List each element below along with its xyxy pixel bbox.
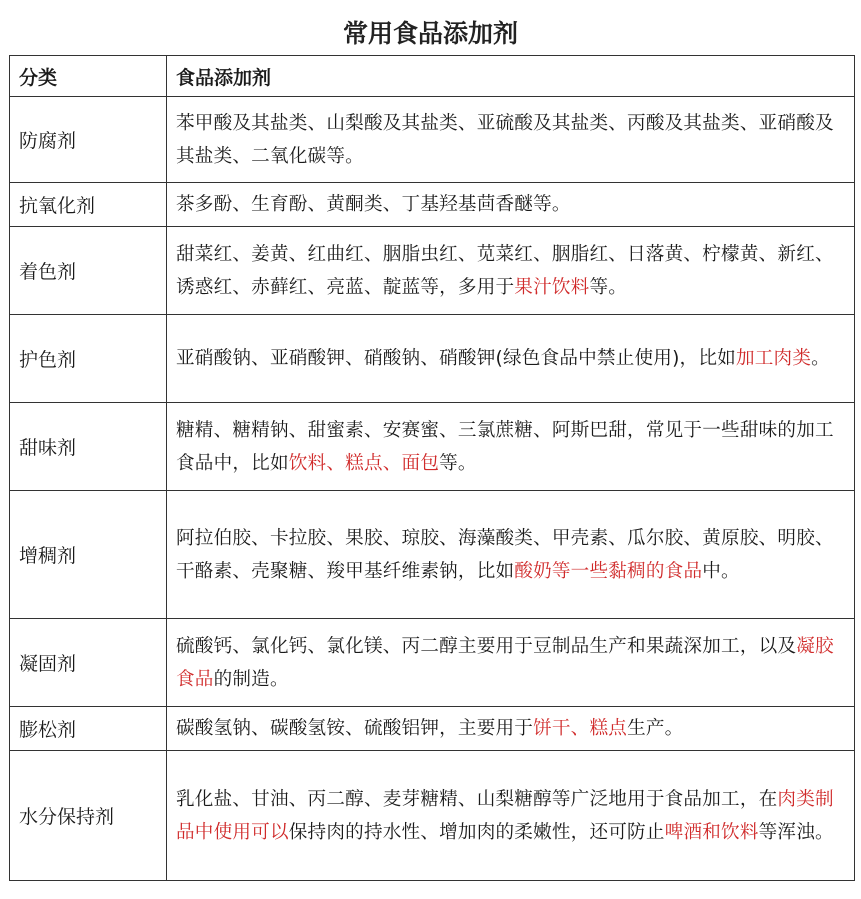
page-title: 常用食品添加剂	[342, 19, 518, 48]
table-header-row	[10, 56, 855, 97]
category-cell: 抗氧化剂	[10, 183, 167, 227]
additives-cell	[167, 227, 855, 315]
description-text: 乳化盐、甘油、丙二醇、麦芽糖精、山梨糖醇等广泛地用于食品加工，在	[176, 788, 778, 810]
highlighted-text: 肉类制品中使用可以	[176, 788, 834, 843]
description-text: 等。	[589, 276, 628, 298]
category-cell: 水分保持剂	[10, 751, 167, 881]
category-cell: 膨松剂	[10, 707, 167, 751]
description-text: 的制造。	[213, 668, 289, 690]
description-text: 生产。	[627, 718, 684, 739]
table-row	[10, 491, 855, 619]
additives-cell	[167, 619, 855, 707]
table-row	[10, 183, 855, 227]
table-row	[10, 227, 855, 315]
table-row	[10, 403, 855, 491]
category-cell: 防腐剂	[10, 97, 167, 183]
category-cell: 着色剂	[10, 227, 167, 315]
highlighted-text: 啤酒和饮料	[664, 821, 759, 843]
table-row	[10, 97, 855, 183]
description-text: 茶多酚、生育酚、黄酮类、丁基羟基茴香醚等。	[176, 194, 571, 215]
category-cell: 护色剂	[10, 315, 167, 403]
table-row	[10, 707, 855, 751]
additives-cell	[167, 707, 855, 751]
header-additives: 食品添加剂	[167, 56, 855, 97]
description-text: 保持肉的持水性、增加肉的柔嫩性，还可防止	[288, 821, 665, 843]
additives-cell	[167, 97, 855, 183]
highlighted-text: 果汁饮料	[514, 276, 590, 298]
table-row	[10, 315, 855, 403]
highlighted-text: 饮料、糕点、面包	[288, 452, 440, 474]
description-text: 糖精、糖精钠、甜蜜素、安赛蜜、三氯蔗糖、阿斯巴甜，常见于一些甜味的加工食品中，比如	[176, 419, 834, 474]
additives-cell	[167, 403, 855, 491]
category-cell: 凝固剂	[10, 619, 167, 707]
description-text: 等。	[439, 452, 477, 474]
description-text: 硫酸钙、氯化钙、氯化镁、丙二醇主要用于豆制品生产和果蔬深加工，以及	[176, 635, 797, 657]
table-row	[10, 619, 855, 707]
description-text: 亚硝酸钠、亚硝酸钾、硝酸钠、硝酸钾(绿色食品中禁止使用)，比如	[176, 348, 736, 369]
additives-cell	[167, 751, 855, 881]
table-body	[10, 97, 855, 881]
table-row	[10, 751, 855, 881]
highlighted-text: 加工肉类	[735, 348, 812, 369]
additives-cell	[167, 315, 855, 403]
description-text: 中。	[702, 560, 740, 582]
category-cell: 甜味剂	[10, 403, 167, 491]
description-text: 阿拉伯胶、卡拉胶、果胶、琼胶、海藻酸类、甲壳素、瓜尔胶、黄原胶、明胶、干酪素、壳聚糖、羧甲基纤维素钠，比如	[176, 527, 834, 582]
category-cell: 增稠剂	[10, 491, 167, 619]
highlighted-text: 凝胶食品	[176, 635, 834, 690]
additives-cell	[167, 491, 855, 619]
additives-cell	[167, 183, 855, 227]
description-text: 甜菜红、姜黄、红曲红、胭脂虫红、苋菜红、胭脂红、日落黄、柠檬黄、新红、诱惑红、赤藓红、亮蓝、靛蓝等，多用于	[176, 243, 834, 298]
description-text: 苯甲酸及其盐类、山梨酸及其盐类、亚硫酸及其盐类、丙酸及其盐类、亚硝酸及其盐类、二氧化碳等。	[176, 112, 834, 167]
header-category: 分类	[10, 56, 167, 97]
description-text: 等浑浊。	[758, 821, 834, 843]
additives-table	[9, 55, 855, 881]
description-text: 。	[811, 348, 830, 369]
highlighted-text: 饼干、糕点	[533, 718, 628, 739]
highlighted-text: 酸奶等一些黏稠的食品	[514, 560, 703, 582]
description-text: 碳酸氢钠、碳酸氢铵、硫酸铝钾，主要用于	[176, 718, 534, 739]
